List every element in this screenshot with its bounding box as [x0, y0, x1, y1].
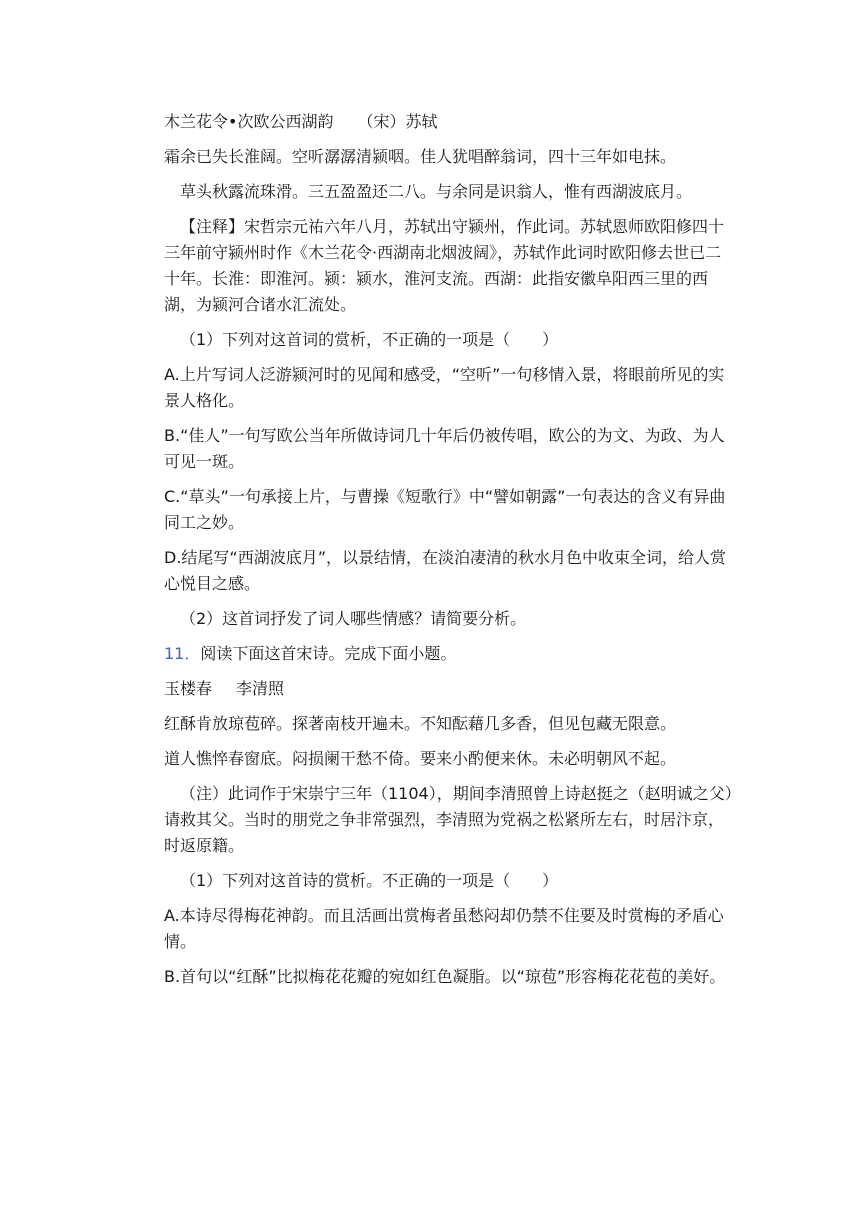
poem2-note: （注）此词作于宋崇宁三年（1104），期间李清照曾上诗赵挺之（赵明诚之父）请救其父。当时的朋党之争非常强烈，李清照为党祸之松紧所左右，时居汴京，时返原籍。: [164, 784, 733, 855]
poem1-option-d: D.结尾写“西湖波底月”，以景结情，在淡泊凄清的秋水月色中收束全词，给人赏心悦目之感。: [164, 548, 726, 593]
poem1-option-b: B.“佳人”一句写欧公当年所做诗词几十年后仍被传唱，欧公的为文、为政、为人可见一斑。: [164, 426, 725, 471]
poem2-option-b: B.首句以“红酥”比拟梅花花瓣的宛如红色凝脂。以“琼苞”形容梅花花苞的美好。: [164, 967, 726, 986]
poem1-question2: （2）这首词抒发了词人哪些情感？请简要分析。: [180, 609, 527, 628]
question-number: 11．: [164, 644, 201, 663]
poem1-line1: 霜余已失长淮阔。空听潺潺清颍咽。佳人犹唱醉翁词，四十三年如电抹。: [164, 147, 677, 166]
poem2-author: 李清照: [236, 679, 285, 698]
poem2-title: 玉楼春: [164, 679, 213, 698]
poem2-heading: [164, 676, 734, 702]
poem1-option-a: A.上片写词人泛游颍河时的见闻和感受，“空听”一句移情入景，将眼前所见的实景人格化。: [164, 365, 725, 410]
poem1-option-c: C.“草头”一句承接上片，与曹操《短歌行》中“譬如朝露”一句表达的含义有异曲同工之妙。: [164, 487, 726, 532]
poem2-line2: 道人憔悴春窗底。闷损阑干愁不倚。要来小酌便来休。未必明朝风不起。: [164, 749, 677, 768]
question11-prompt: 阅读下面这首宋诗。完成下面小题。: [200, 644, 457, 663]
poem1-line2: 草头秋露流珠滑。三五盈盈还二八。与余同是识翁人，惟有西湖波底月。: [180, 182, 693, 201]
poem2-question1: （1）下列对这首诗的赏析。不正确的一项是（ ）: [180, 871, 559, 890]
poem1-author: （宋）苏轼: [357, 112, 438, 131]
poem2-option-a: A.本诗尽得梅花神韵。而且活画出赏梅者虽愁闷却仍禁不住要及时赏梅的矛盾心情。: [164, 906, 724, 951]
question11-heading: [164, 641, 734, 667]
poem2-line1: 红酥肯放琼苞碎。探著南枝开遍未。不知酝藉几多香，但见包藏无限意。: [164, 714, 677, 733]
poem1-note: 【注释】宋哲宗元祐六年八月，苏轼出守颍州，作此词。苏轼恩师欧阳修四十三年前守颍州时作《木兰花令·西湖南北烟波阔》，苏轼作此词时欧阳修去世已二十年。长淮：即淮河。颍：颍水，淮河支流。西湖：此指安徽阜阳西三里的西湖，为颍河合诸水汇流处。: [164, 217, 725, 314]
poem1-question1: （1）下列对这首词的赏析，不正确的一项是（ ）: [180, 330, 559, 349]
poem1-heading: [164, 109, 734, 135]
document-content: [164, 109, 734, 999]
poem1-title: 木兰花令•次欧公西湖韵: [164, 112, 334, 131]
